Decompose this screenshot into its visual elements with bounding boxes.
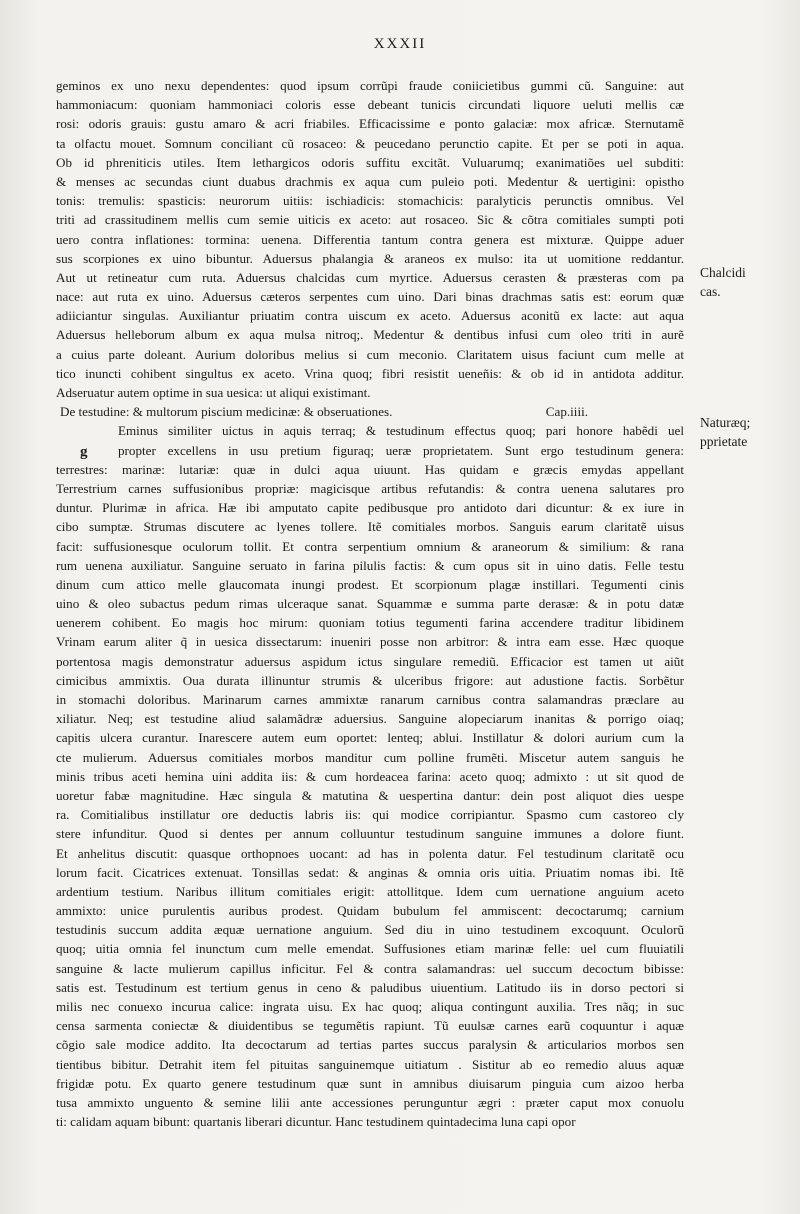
text-line: milis nec conuexo incurua calice: ingrata uisu. Ex hac quoq; aliqua contingunt auxilia. Tres nãq; in suc <box>56 999 684 1014</box>
guide-letter: g <box>80 444 88 461</box>
text-line: quoq; uitia omnia fel inunctum cum melle emendat. Suffusiones etiam marinæ felle: uel cum fluuiatili <box>56 941 684 957</box>
text-line: duntur. Plurimæ in africa. Hæ ibi amputato capite pedibusque pro antidoto dari dicuntur: & ex iure in <box>56 500 684 516</box>
text-line: ta olfactu mouet. Somnum conciliant cũ rosaceo: & peucedano perunctio capite. Et per se poti in aqua. <box>56 135 684 151</box>
text-line: tonis: tremulis: spasticis: neurorum uitiis: ischiadicis: stomachicis: paralyticis perunctis omnibus. Vel <box>56 193 684 209</box>
text-line: triti ad crassitudinem mellis cum semie uiticis ex aceto: aut rosaceo. Sic & cõtra comitiales sumpti poti <box>56 212 684 228</box>
text-line: hammoniacum: quoniam hammoniaci coloris esse debeant tunicis circundati liquore ueluti mellis cæ <box>56 97 684 113</box>
text-line: satis est. Testudinum est tertium genus in ceno & paludibus uiuentium. Latitudo iis in dorso pectori si <box>56 979 684 995</box>
text-line: adiiciantur singulas. Auxiliantur priuatim contra uiscum ex aceto. Aduersus aconitũ ex lacte: aut aqua <box>56 308 684 324</box>
text-line: uoretur fabæ magnitudine. Hæc singula & matutina & uespertina dantur: dein post aliquot dies uespe <box>56 787 684 803</box>
text-line: a cuius parte doleant. Aurium doloribus melius si cum meconio. Claritatem uisus faciunt cum melle at <box>56 346 684 362</box>
text-line: propter excellens in usu pretium figuraq; ueræ proprietatem. Sunt ergo testudinum genera: <box>118 442 684 458</box>
text-line: in stomachi doloribus. Marinarum carnes ammixtæ ranarum carnibus contra salamandras præclare au <box>56 692 684 707</box>
text-line: Et anhelitus discutit: quasque orthopnoes uocant: ad has in polenta datur. Fel testudinum claritatẽ ocu <box>56 845 684 861</box>
margin-note-line: cas. <box>700 284 721 299</box>
text-line: & menses ac secundas ciunt duabus drachmis ex aqua cum puleio poti. Medentur & uertigini: opistho <box>56 173 684 189</box>
text-line: uino & oleo subactus pedum rimas ulceraque sanat. Squammæ e summa parte derasæ: & in potu datæ <box>56 596 684 612</box>
text-line: terrestres: marinæ: lutariæ: quæ in dulci aqua uiuunt. Has quidam e græcis emydas appellant <box>56 461 684 477</box>
text-line: Ob id phreniticis utiles. Item lethargicos odoris suffitu excitãt. Vuluarumq; exanimatiões uel subditi: <box>56 154 684 170</box>
margin-note-line: pprietate <box>700 434 748 449</box>
text-line: Aduersus helleborum album ex aqua mulsa nitroq;. Medentur & dentibus infusi cum oleo triti in aurẽ <box>56 327 684 343</box>
margin-note-chalcidicas <box>700 263 746 301</box>
text-line: ti: calidam aquam bibunt: quartanis liberari dicuntur. Hanc testudinem quintadecima luna capi opor <box>56 1114 576 1130</box>
chapter-number: Cap.iiii. <box>545 404 588 420</box>
margin-note-proprietate <box>700 413 750 451</box>
text-line: sanguine & lacte mulierum capillus inficitur. Fel & contra salamandras: uel succum decoctum bibisse: <box>56 960 684 976</box>
text-line: uero contra inflationes: tormina: uenena. Differentia tantum contra genera est mixturæ. Quippe aduer <box>56 231 684 247</box>
text-line: cte mulierum. Aduersus comitiales morbos manditur cum polline frumẽti. Miscetur autem sanguis he <box>56 749 684 765</box>
text-line: ra. Comitialibus instillatur ore deductis labris iis: qui modice corripiantur. Spasmo cum castoreo cly <box>56 807 684 823</box>
text-line: frigidæ potu. Ex quarto genere testudinum quæ sunt in amnibus diuisarum pinguia cum aizoo herba <box>56 1075 684 1091</box>
text-line: Adseruatur autem optime in sua uesica: ut aliqui existimant. <box>56 385 371 400</box>
text-line: nace: aut ruta ex uino. Aduersus cæteros serpentes cum uino. Dari binas drachmas satis est: eorum quæ <box>56 289 684 305</box>
text-line: rum uenena auxiliatur. Sanguine seruato in farina pilulis factis: & cum opus sit in uino datis. Felle testu <box>56 557 684 573</box>
text-line: geminos ex uno nexu dependentes: quod ipsum corrũpi fraude coniicietibus gummi cũ. Sanguine: aut <box>56 78 684 93</box>
text-line: tico inuncti cohibent singultus ex aceto. Vrina quoq; fibri resistit ueneñis: & ob id in antidota additur. <box>56 365 684 381</box>
text-line: uenerem cohibent. Eo magis hoc mirum: quoniam totius tegumenti farina accendere traditur libidinem <box>56 615 684 631</box>
margin-note-line: Chalcidi <box>700 265 746 280</box>
text-block <box>56 76 684 1131</box>
text-line: capitis ulcera curantur. Inarescere autem eum oportet: lenteq; ablui. Instillatur & dolori aurium cum la <box>56 730 684 746</box>
text-line: lorum facit. Cicatrices extenuat. Tonsillas sedat: & anginas & omnia oris uitia. Priuatim nomas ibi. Itẽ <box>56 864 684 880</box>
text-line: tientibus bibitur. Detrahit item fel pituitas sanguinemque uitiatum . Sistitur ab eo remedio aluus aquæ <box>56 1056 684 1072</box>
text-line: stere infunditur. Quod si dentes per annum colluuntur testudinum sanguine immunes a dolore fiunt. <box>56 826 684 842</box>
text-line: cimicibus ammixtis. Oua durata illinuntur strumis & ulceribus frigore: aut adustione factis. Sorbẽtur <box>56 672 684 688</box>
text-line: dinum cum attico melle glaucomata inungi prodest. Et scorpionum plagæ instillari. Tegumenti cinis <box>56 576 684 592</box>
paragraph-1 <box>56 76 684 402</box>
text-line: cibo sumptæ. Strumas discutere ac lyenes tollere. Itẽ comitiales morbos. Sanguis earum claritatẽ uisus <box>56 519 684 535</box>
text-line: tusa ammixto unguento & semine lilii ante accessiones perunguntur ægri : præter caput mox conuolu <box>56 1094 684 1110</box>
text-line: xiliatur. Neq; est testudine aliud salamãdræ aduersius. Sanguine alopeciarum inanitas & porrigo oiaq; <box>56 711 684 727</box>
chapter-heading <box>56 402 684 421</box>
paragraph-2 <box>56 421 684 1131</box>
text-line: portentosa magis demonstratur aduersus aspidum ictus singulare remediũ. Efficacior est tamen ut aiũt <box>56 653 684 669</box>
paragraph-2-wrap <box>56 421 684 1131</box>
text-line: facit: suffusionesque oculorum tollit. Et contra serpentium omnium & araneorum & similium: & rana <box>56 538 684 554</box>
text-line: ardentium testium. Naribus illitum comitiales erigit: attollitque. Idem cum uernatione anguium aceto <box>56 883 684 899</box>
text-line: Eminus similiter uictus in aquis terraq; & testudinum effectus quoq; pari honore habẽdi uel <box>118 423 684 439</box>
folio-number: XXXII <box>373 36 427 52</box>
text-line: sus scorpiones ex uino bibuntur. Aduersus phalangia & araneos ex mulso: ita ut uomitione reddantur. <box>56 250 684 266</box>
text-line: cõgio sale modice addito. Ita decoctarum ad tertias partes succus paralysin & articularios morbos sen <box>56 1037 684 1053</box>
text-line: minis tribus aceti hemina uini addita iis: & cum hordeacea farina: aceto quoq; admixto : ut sit quod de <box>56 768 684 784</box>
text-line: Terrestrium carnes suffusionibus propriæ: magicisque artibus refutandis: & contra uenena salutares pro <box>56 480 684 496</box>
text-line: rosi: odoris grauis: gustu amaro & acri friabiles. Efficacissime e ponto galaciæ: mox africæ. Sternutamẽ <box>56 116 684 132</box>
text-line: Vrinam earum aliter q̃ in uesica dissectarum: inueniri posse non arbitror: & intra eam esse. Hæc quoque <box>56 634 684 650</box>
text-line: testudinis succum addita æquæ uernatione anguium. Sed diu in uino testudinem excoquunt. Oculorũ <box>56 922 684 938</box>
margin-note-line: Naturæq; <box>700 415 751 430</box>
chapter-title: De testudine: & multorum piscium medicinæ: & obseruationes. <box>60 404 393 420</box>
text-line: ammixto: unice purulentis auribus prodest. Quidam bubulum fel ammiscent: decoctarumq; carnium <box>56 903 684 919</box>
text-line: Aut ut retineatur cum ruta. Aduersus chalcidas cum myrtice. Aduersus cerasten & præsteras com pa <box>56 269 684 285</box>
text-line: censa sarmenta coniectæ & diuidentibus se tegumẽtis rapiunt. Tũ euulsæ carnes earũ coquuntur i aquæ <box>56 1018 684 1034</box>
